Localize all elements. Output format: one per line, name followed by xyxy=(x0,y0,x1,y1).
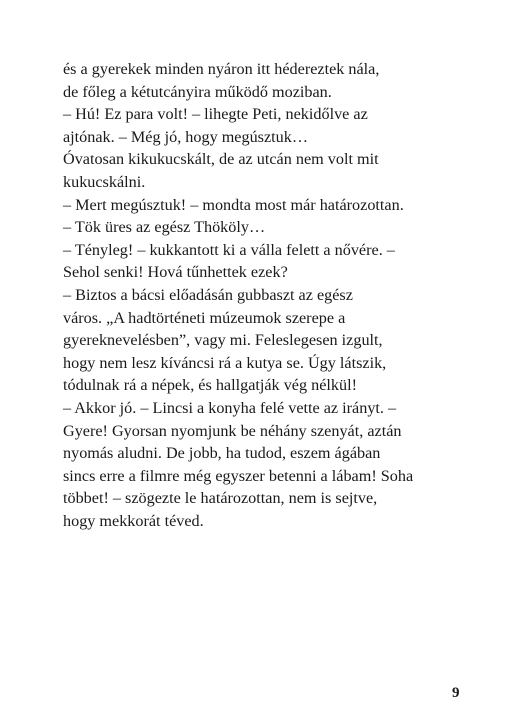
body-text xyxy=(63,58,483,532)
text-line: Óvatosan kikukucskált, de az utcán nem volt mit xyxy=(63,150,379,169)
text-line: Sehol senki! Hová tűnhettek ezek? xyxy=(63,263,288,282)
text-line: – Mert megúsztuk! – mondta most már határozottan. xyxy=(63,195,404,214)
text-line: hogy mekkorát téved. xyxy=(63,511,204,530)
text-line: de főleg a kétutcányira működő moziban. xyxy=(63,82,332,101)
text-line: Gyere! Gyorsan nyomjunk be néhány szenyát, aztán xyxy=(63,421,402,440)
text-line: gyereknevelésben”, vagy mi. Feleslegesen izgult, xyxy=(63,331,383,350)
text-line: – Biztos a bácsi előadásán gubbaszt az egész xyxy=(63,285,353,304)
text-line: tódulnak rá a népek, és hallgatják vég nélkül! xyxy=(63,376,357,395)
text-line: – Akkor jó. – Lincsi a konyha felé vette az irányt. – xyxy=(63,398,397,417)
text-line: többet! – szögezte le határozottan, nem is sejtve, xyxy=(63,489,378,508)
text-line: és a gyerekek minden nyáron itt hédereztek nála, xyxy=(63,60,380,78)
text-line: város. „A hadtörténeti múzeumok szerepe a xyxy=(63,308,346,327)
text-line: – Tényleg! – kukkantott ki a válla felett a nővére. – xyxy=(63,240,395,259)
text-line: hogy nem lesz kíváncsi rá a kutya se. Úgy látszik, xyxy=(63,353,387,372)
text-line: – Hú! Ez para volt! – lihegte Peti, nekidőlve az xyxy=(63,105,368,124)
text-line: sincs erre a filmre még egyszer betenni a lábam! Soha xyxy=(63,466,414,485)
text-line: – Tök üres az egész Thököly… xyxy=(63,218,266,237)
text-line: kukucskálni. xyxy=(63,172,146,191)
text-line: nyomás aludni. De jobb, ha tudod, eszem ágában xyxy=(63,444,381,463)
page-number: 9 xyxy=(452,685,460,701)
text-line: ajtónak. – Még jó, hogy megúsztuk… xyxy=(63,127,309,146)
